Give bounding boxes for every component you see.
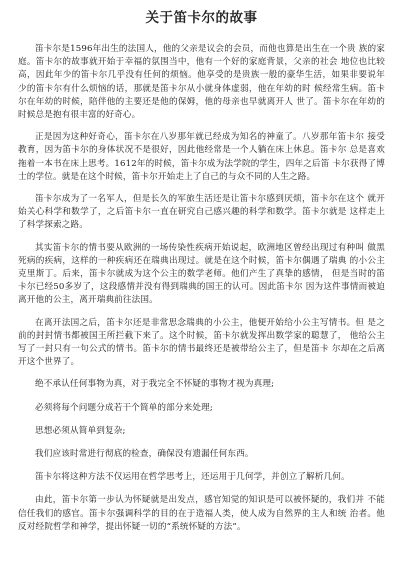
paragraph: 由此，笛卡尔第一步认为怀疑就是出发点，感官知觉的知识是可以被怀疑的，我们并 不能信任我们的感官。笛卡尔强调科学的目的在于造福人类，使人成为自然界的主人和统 治者。他反对经院哲学和神学，提出怀疑一切的“系统怀疑的方法”。 — [18, 495, 385, 532]
document-title: 关于笛卡尔的故事 — [145, 10, 258, 26]
paragraph: 笛卡尔是1596年出生的法国人，他的父亲是议会的会员，而他也算是出生在一个贵 族的家庭。笛卡尔的故事就开始于幸福的氛围当中，他有一个好的家庭背景，父亲的社会 地位也比较高，因此年少的笛卡尔几乎没有任何的烦恼。他享受的是贵族一般的豪华生活，如果非要说年少的笛卡尔有什么烦恼的话，那就是笛卡尔从小就身体虚弱，他在年幼的时 候经常生病。笛卡尔在年幼的时候，陪伴他的主要还是他的保姆，他的母亲也早就离开人 世了。笛卡尔在年幼的时候总是抱有很丰富的好奇心。 — [18, 44, 385, 121]
principle-item: 绝不承认任何事物为真，对于我完全不怀疑的事物才视为真理; — [35, 379, 275, 390]
principle-item: 思想必须从简单到复杂; — [35, 425, 126, 436]
paragraph: 正是因为这种好奇心，笛卡尔在八岁那年就已经成为知名的神童了。八岁那年笛卡尔 接受教育，因为笛卡尔的身体状况不是很好，因此他经常是一个人躺在床上休息。笛卡尔 总是喜欢拖着一本书在床上思考。1612年的时候，笛卡尔成为法学院的学生，四年之后笛 卡尔获得了博士的学位。就是在这个时候，笛卡尔开始走上了自己的与众不同的人生之路。 — [18, 132, 385, 182]
paragraph: 其实笛卡尔的情书要从欧洲的一场传染性疾病开始说起，欧洲地区曾经出现过有种叫 做黑死病的疾病，这样的一种疾病还在瑞典出现过。就是在这个时候，笛卡尔偶遇了瑞典 的小公主克里斯丁。后来，笛卡尔就成为这个公主的数学老师。他们产生了真挚的感情， 但是当时的笛卡尔已经50多岁了，这段感情并没有得到瑞典的国王的认可。因此笛卡尔 因为这件事情而被迫离开他的公主，离开瑞典前往法国。 — [18, 242, 385, 306]
paragraph: 在离开法国之后，笛卡尔还是非常思念瑞典的小公主，他便开始给小公主写情书。但 是之前的封封情书都被国王所拦截下来了。这个时候，笛卡尔就发挥出数学家的聪慧了， 他给公主写了一封只有一句公式的情书。笛卡尔的情书最终还是被带给公主了，但是笛卡 尔却在之后离开这个世界了。 — [18, 317, 385, 368]
paragraph: 笛卡尔成为了一名军人，但是长久的军旅生活还是让笛卡尔感到厌烦，笛卡尔在这个 就开始关心科学和数学了，之后笛卡尔一直在研究自己感兴趣的科学和数学。笛卡尔就是 这样走上了科学探索之路。 — [18, 194, 385, 231]
principle-item: 我们应该时常进行彻底的检查，确保没有遗漏任何东西。 — [35, 449, 254, 460]
principle-item: 必须将每个问题分成若干个简单的部分来处理; — [35, 402, 213, 413]
paragraph: 笛卡尔将这种方法不仅运用在哲学思考上，还运用于几何学，并创立了解析几何。 — [35, 472, 350, 483]
